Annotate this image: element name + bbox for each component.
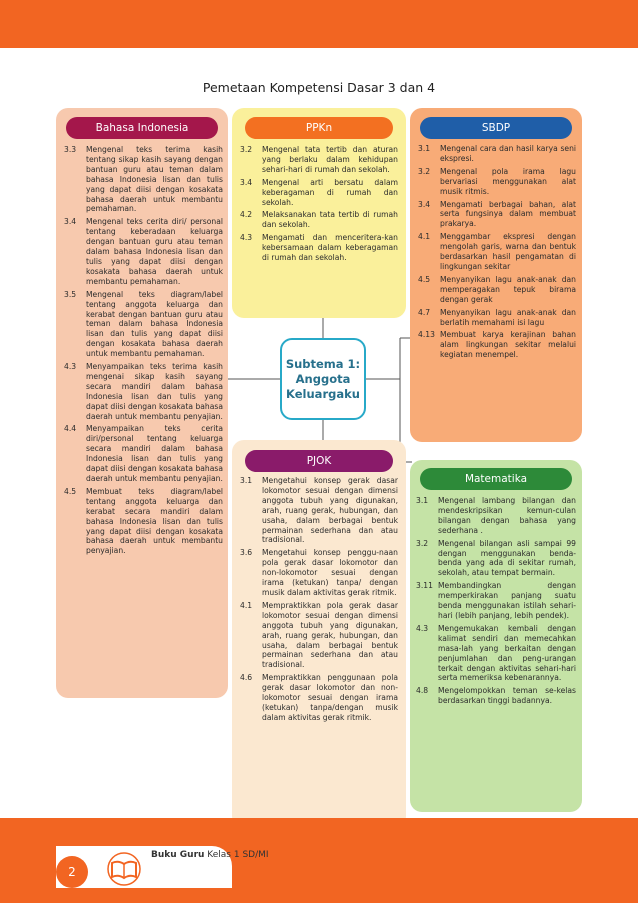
kd-item	[416, 496, 576, 536]
kd-number: 3.2	[416, 538, 429, 548]
book-title-bold: Buku Guru	[151, 850, 205, 860]
kd-text: Mengenal lambang bilangan dan mendeskripsikan kemun-culan bilangan dengan bahasa yang sederhana .	[438, 496, 576, 535]
kd-number: 3.1	[418, 144, 431, 153]
kd-number: 4.5	[64, 486, 77, 496]
kd-item	[240, 145, 398, 175]
kd-item	[418, 167, 576, 197]
kd-number: 4.3	[240, 233, 253, 243]
kd-number: 3.11	[416, 581, 433, 591]
kd-text: Mempraktikkan pola gerak dasar lokomotor sesuai dengan dimensi anggota tubuh yang digunakan, arah, ruang gerak, hubungan, dan usaha, dalam berbagai bentuk permainan sederhana dan atau tradisional.	[262, 600, 398, 670]
bahasa-indonesia-list	[64, 145, 223, 559]
kd-text: Mengetahui konsep gerak dasar lokomotor sesuai dengan dimensi anggota tubuh yang digunakan, arah, ruang gerak, hubungan, dan usaha, dalam berbagai bentuk permainan sederhana dan atau tradisional.	[262, 476, 398, 545]
kd-number: 4.1	[418, 232, 431, 242]
kd-number: 3.1	[416, 496, 429, 505]
book-title-rest: Kelas 1 SD/MI	[204, 850, 269, 860]
kd-number: 4.4	[64, 424, 77, 434]
pjok-header: PJOK	[245, 450, 393, 472]
kd-text: Mengenal arti bersatu dalam keberagaman di rumah dan sekolah.	[262, 177, 398, 207]
kd-number: 4.3	[64, 362, 77, 372]
kd-item	[240, 673, 398, 723]
kd-item	[418, 144, 576, 164]
kd-number: 4.1	[240, 600, 253, 610]
kd-number: 4.6	[240, 673, 253, 683]
kd-text: Mengenal pola irama lagu bervariasi menggunakan alat musik ritmis.	[440, 166, 576, 196]
kd-item	[64, 424, 223, 483]
kd-number: 4.7	[418, 307, 431, 317]
kd-text: Mengenal teks cerita diri/ personal tentang keberadaan keluarga dengan bantuan guru atau teman dalam bahasa Indonesia lisan dan tulis yang dapat diisi dengan kosakata bahasa daerah untuk membantu pemahaman.	[86, 217, 223, 286]
kd-number: 4.5	[418, 274, 431, 284]
kd-number: 3.2	[240, 145, 253, 154]
kd-item	[418, 308, 576, 328]
kd-number: 3.1	[240, 476, 253, 485]
kd-item	[416, 624, 576, 683]
sbdp-header: SBDP	[420, 117, 572, 139]
pjok-list	[240, 476, 398, 726]
book-title	[151, 850, 269, 860]
kd-item	[418, 275, 576, 305]
subtema-center-box	[280, 338, 366, 420]
ppkn-list	[240, 145, 398, 266]
kd-item	[240, 178, 398, 208]
kd-number: 3.5	[64, 289, 77, 299]
matematika-list	[416, 496, 576, 709]
sbdp-list	[418, 144, 576, 363]
kd-item	[64, 145, 223, 214]
kd-number: 3.4	[418, 199, 431, 209]
kd-item	[240, 601, 398, 670]
kd-item	[64, 290, 223, 359]
kd-text: Mengamati dan menceritera-kan kebersamaan dalam keberagaman di rumah dan sekolah.	[262, 233, 398, 263]
book-icon	[104, 852, 144, 886]
kd-item	[418, 330, 576, 360]
kd-text: Menyanyikan lagu anak-anak dan berlatih memahami isi lagu	[440, 307, 576, 327]
kd-text: Menggambar ekspresi dengan mengolah garis, warna dan bentuk berdasarkan hasil pengamatan di lingkungan sekitar	[440, 232, 576, 271]
kd-number: 4.2	[240, 210, 253, 220]
page-number: 2	[56, 856, 88, 888]
kd-text: Melaksanakan tata tertib di rumah dan sekolah.	[262, 210, 398, 230]
kd-item	[64, 217, 223, 286]
kd-item	[418, 232, 576, 272]
kd-item	[416, 581, 576, 621]
kd-number: 4.13	[418, 330, 435, 340]
subtema-line1: Subtema 1:	[285, 356, 361, 371]
kd-number: 4.3	[416, 623, 429, 633]
kd-text: Mengelompokkan teman se-kelas berdasarkan tinggi badannya.	[438, 686, 576, 706]
subtema-line2: Anggota	[295, 371, 351, 386]
kd-text: Mempraktikkan penggunaan pola gerak dasar lokomotor dan non-lokomotor sesuai dengan irama (ketukan) tanpa/dengan musik dalam aktivitas gerak ritmik.	[262, 673, 398, 722]
kd-text: Mengenal teks terima kasih tentang sikap kasih sayang dengan bantuan guru atau teman dalam bahasa Indonesia lisan dan tulis yang dapat diisi dengan kosakata bahasa daerah untuk membantu pemahaman.	[86, 145, 223, 214]
kd-item	[240, 548, 398, 598]
kd-text: Menyanyikan lagu anak-anak dan memperagakan tepuk birama dengan gerak	[440, 274, 576, 304]
kd-text: Mengenal cara dan hasil karya seni ekspresi.	[440, 144, 576, 163]
kd-text: Menyampaikan teks terima kasih mengenai sikap kasih sayang secara mandiri dalam bahasa Indonesia lisan dan tulis yang dapat diisi dengan kosakata bahasa daerah untuk membantu penyajian.	[86, 362, 223, 421]
kd-number: 3.4	[240, 177, 253, 187]
bahasa-indonesia-header: Bahasa Indonesia	[66, 117, 218, 139]
kd-item	[416, 686, 576, 706]
kd-number: 3.2	[418, 166, 431, 176]
kd-item	[64, 362, 223, 421]
kd-text: Membuat teks diagram/label tentang anggota keluarga dan kerabat secara mandiri dalam bahasa Indonesia lisan dan tulis yang dapat diisi dengan kosakata bahasa daerah untuk membantu penyajian.	[86, 486, 223, 556]
kd-item	[418, 200, 576, 230]
kd-text: Membandingkan dengan memperkirakan panjang suatu benda menggunakan istilah sehari-hari (lebih panjang, lebih pendek).	[438, 581, 576, 620]
kd-item	[240, 476, 398, 545]
kd-text: Menyampaikan teks cerita diri/personal tentang keluarga secara mandiri dalam bahasa Indonesia lisan dan tulis yang dapat diisi dengan kosakata bahasa daerah untuk membantu penyajian.	[86, 424, 223, 483]
kd-item	[64, 487, 223, 556]
kd-text: Mengemukakan kembali dengan kalimat sendiri dan memecahkan masa-lah yang berkaitan dengan penjumlahan dan peng-urangan terkait dengan aktivitas sehari-hari serta memeriksa kebenarannya.	[438, 623, 576, 683]
kd-number: 3.3	[64, 145, 77, 154]
kd-text: Membuat karya kerajinan bahan alam lingkungan sekitar melalui kegiatan menempel.	[440, 330, 576, 360]
ppkn-header: PPKn	[245, 117, 393, 139]
matematika-header: Matematika	[420, 468, 572, 490]
kd-text: Mengenal bilangan asli sampai 99 dengan menggunakan benda-benda yang ada di sekitar rumah, sekolah, atau tempat bermain.	[438, 538, 576, 578]
kd-number: 4.8	[416, 686, 429, 696]
kd-number: 3.6	[240, 548, 253, 558]
kd-text: Mengenal teks diagram/label tentang anggota keluarga dan kerabat dengan bantuan guru atau teman dalam bahasa Indonesia lisan dan tulis yang dapat diisi dengan kosakata bahasa daerah untuk membantu pemahaman.	[86, 289, 223, 359]
subtema-line3: Keluargaku	[286, 386, 360, 401]
kd-number: 3.4	[64, 217, 77, 227]
page-title: Pemetaan Kompetensi Dasar 3 dan 4	[202, 80, 436, 95]
kd-item	[240, 210, 398, 230]
kd-item	[416, 539, 576, 579]
kd-text: Mengetahui konsep penggu-naan pola gerak dasar lokomotor dan non-lokomotor sesuai dengan irama (ketukan) tanpa/ dengan musik dalam aktivitas gerak ritmik.	[262, 548, 398, 597]
kd-text: Mengamati berbagai bahan, alat serta fungsinya dalam membuat prakarya.	[440, 199, 576, 229]
kd-item	[240, 233, 398, 263]
kd-text: Mengenal tata tertib dan aturan yang berlaku dalam kehidupan sehari-hari di rumah dan sekolah.	[262, 145, 398, 174]
